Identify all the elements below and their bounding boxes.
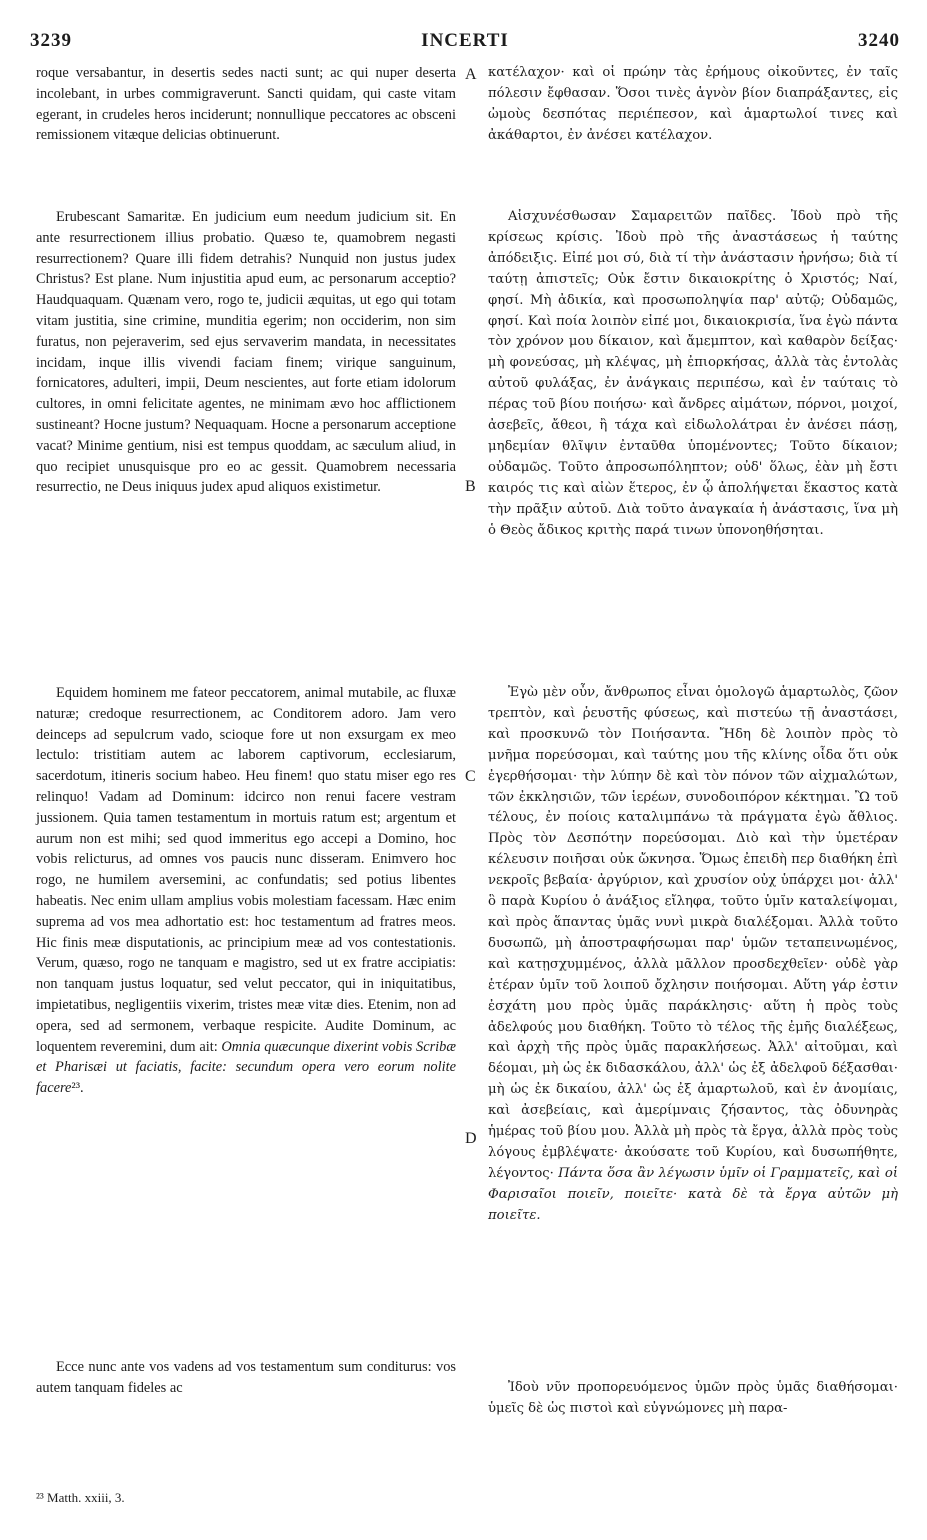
greek-paragraph-4-text: Ἰδοὺ νῦν προπορευόμενος ὑμῶν πρὸς ὑμᾶς διαθήσομαι· ὑμεῖς δὲ ὡς πιστοὶ καὶ εὐγνώμονες μὴ παρα- — [488, 1380, 898, 1416]
greek-paragraph-1 — [488, 63, 898, 147]
greek-paragraph-1-text: κατέλαχον· καὶ οἱ πρώην τὰς ἐρήμους οἰκοῦντες, ἐν ταῖς πόλεσιν ἔφθασαν. Ὅσοι τινὲς ἁγνὸν βίον διαπράξαντες, εἰς ὠμοὺς δεσπότας περιέπεσον, καὶ ἁμαρτωλοί τινες καὶ ἀκάθαρτοι, ἐν ἀνέσει κατέλαχον. — [488, 65, 898, 143]
latin-paragraph-4-text: Ecce nunc ante vos vadens ad vos testamentum sum conditurus: vos autem tanquam fideles ac — [36, 1359, 456, 1396]
latin-paragraph-1 — [36, 63, 456, 146]
latin-paragraph-3-body: Equidem hominem me fateor peccatorem, animal mutabile, ac fluxæ naturæ; credoque resurrectionem, ac Conditorem adoro. Jam vero deinceps ad sepulcrum vado, scioque fore ut non exsurgam ex meo lectulo: tristitiam autem ac laborem captivorum, ecclesiarum, sacerdotum, itineris socium habeo. Heu finem! quo statu miser ego res relinquo! Vadam ad Dominum: idcirco non renui facere vestram jussionem. Quia tamen testamentum in mortuis ratum est; argentum et aurum non est mihi; sed quod immeritus ego accepi a Domino, hoc vobis relicturus, ad omnes vos paucis nunc disseram. Enimvero hoc rogo, ne humilem aversemini, ac confundatis; sed potius libentes habeatis. Nec enim ullam amplius vobis molestiam facessam. Hæc enim suprema ad vos mea adhortatio est: hoc testamentum ad fratres meos. Hic finis meæ disputationis, ac principium meæ ad vos contestationis. Verum, quæso, rogo ne tanquam e magistro, sed ut ex fratre accipiatis: non tanquam justus loquatur, sed velut peccator, qui in iniquitatibus, impietatibus, negligentiis vixerim, tristes meæ vitæ dies. Etenim, non ad opera, sed ad sermonem, verbaque respicite. Audite Dominum, ac loquentem reveremini, dum ait: — [36, 685, 456, 1055]
latin-paragraph-2 — [36, 207, 456, 498]
margin-letter-c: C — [465, 768, 476, 785]
greek-paragraph-3-text — [488, 683, 898, 1227]
latin-paragraph-3 — [36, 683, 456, 1099]
running-title: INCERTI — [421, 30, 509, 51]
latin-paragraph-3-text — [36, 683, 456, 1099]
margin-letter-a: A — [465, 66, 477, 83]
greek-scripture-quote: Πάντα ὅσα ἂν λέγωσιν ὑμῖν οἱ Γραμματεῖς, καὶ οἱ Φαρισαῖοι ποιεῖν, ποιεῖτε· κατὰ δὲ τὰ ἔργα αὐτῶν μὴ ποιεῖτε. — [488, 1165, 898, 1223]
footnote: ²³ Matth. xxiii, 3. — [36, 1490, 125, 1505]
latin-paragraph-1-text: roque versabantur, in desertis sedes nacti sunt; ac qui nuper deserta incolebant, in urbes commigraverunt. Sancti quidam, qui caste vitam egerant, in crudeles heros inciderunt; nonnullique peccatores ac obsceni remissionem vitæque delicias obtinuerunt. — [36, 65, 456, 144]
greek-paragraph-4 — [488, 1378, 898, 1420]
latin-paragraph-2-text: Erubescant Samaritæ. En judicium eum needum judicium sit. En ante resurrectionem illius probatio. Quæso te, quamobrem negasti resurrectionem? Quare illi fidem detrahis? Nunquid non justus judex Christus? Est plane. Num injustitia apud eum, ac personarum acceptio? Haudquaquam. Quænam vero, rogo te, judicii æquitas, ut ego qui totam vitam justitia, sine crimine, munditia egerim; non occiderim, non sim furatus, non pejeraverim, sed ejus servaverim mandata, in necessitates incidam, inque illis vivendi faciam finem; virique sanguinum, fornicatores, adulteri, impii, Deum nescientes, aut forte etiam idolorum cultores, in omni felicitate agentes, ne minimam ævo hoc afflictionem sustineant? Hocne justum? Nequaquam. Hocne a personarum acceptione vacat? Minime gentium, nisi est tempus quoddam, ac sæculum aliud, in quo recipiet unusquisque pro eo ac gessit. Quamobrem necessaria resurrectio, ne Deus iniquus judex apud aliquos existimetur. — [36, 209, 456, 496]
latin-paragraph-4 — [36, 1357, 456, 1399]
right-column-number: 3240 — [858, 30, 900, 51]
greek-paragraph-3 — [488, 683, 898, 1227]
latin-scripture-quote: Omnia quæcunque dixerint vobis Scribæ et Pharisæi ut faciatis, facite: secundum opera vero eorum nolite facere — [36, 1038, 456, 1097]
greek-paragraph-3-body: Ἐγὼ μὲν οὖν, ἄνθρωπος εἶναι ὁμολογῶ ἁμαρτωλὸς, ζῶον τρεπτὸν, καὶ ῥευστῆς φύσεως, καὶ πιστεύω τῇ ἀναστάσει, καὶ προσκυνῶ τὸν Ποιήσαντα. Ἤδη δὲ λοιπὸν πρὸς τὸ μνῆμα πορεύσομαι, καὶ ταύτης μου τῆς κλίνης οἶδα ὅτι οὐκ ἐγερθήσομαι· τὴν λύπην δὲ καὶ τὸν πόνον τῶν αἰχμαλώτων, τῶν ἐκκλησιῶν, τῶν ἱερέων, συνοδοιπόρον κέκτημαι. Ὢ τοῦ τέλους, ἐν ποίοις καταλιμπάνω τὰ πράγματα ἐγὼ ἄθλιος. Πρὸς τὸν Δεσπότην πορεύσομαι. Διὸ καὶ τὴν ὑμετέραν κέλευσιν ποιῆσαι οὐκ ὤκνησα. Ὅμως ἐπειδὴ περ διαθήκη ἐπὶ νεκροῖς βεβαία· ἀργύριον, καὶ χρυσίον οὐχ ὑπάρχει μοι· ἀλλ' ὃ παρὰ Κυρίου ὁ ἀνάξιος εἴληφα, τοῦτο ὑμῖν καταλείψομαι, καὶ πρὸς ἅπαντας ὑμᾶς νυνὶ μικρὰ διαλέξομαι. Ἀλλὰ τοῦτο δυσωπῶ, μὴ ἀποστραφήσωμαι παρ' ὑμῶν τεταπεινωμένος, καὶ κατῃσχυμμένος, ἀλλὰ μᾶλλον προσδεχθεῖεν· οὐδὲ γὰρ ἑτέραν ὑμῖν τοῦ λοιποῦ ὄχλησιν ποιήσομαι. Αὕτη γάρ ἐστιν ἐσχάτη μου πρὸς ὑμᾶς παράκλησις· αὕτη ἡ πρὸς τοὺς ἀδελφούς μου διαθήκη. Τοῦτο τὸ τέλος τῆς ἐμῆς διαλέξεως, καὶ ἀρχὴ τῆς πρὸς ὑμᾶς παρακλήσεως. Ἀλλ' αἰτοῦμαι, καὶ δέομαι, μὴ ὡς ἐκ διδασκάλου, ἀλλ' ὡς ἐξ ἀδελφοῦ δέξασθαι· μὴ ὡς ἐκ δικαίου, ἀλλ' ὡς ἐξ ἁμαρτωλοῦ, καὶ ἐν ἀνομίαις, καὶ ἀσεβείαις, καὶ ἀμερίμναις ζήσαντος, τὰς ὀδυνηρὰς ἡμέρας τοῦ βίου μου. Ἀλλὰ μὴ πρὸς τὰ ἔργα, ἀλλὰ πρὸς τοὺς λόγους ἐμβλέψατε· ἀκούσατε τοῦ Κυρίου, καὶ δυσωπήθητε, λέγοντος· — [488, 685, 898, 1181]
margin-letter-d: D — [465, 1130, 477, 1147]
greek-paragraph-2-text: Αἰσχυνέσθωσαν Σαμαρειτῶν παῖδες. Ἰδοὺ πρὸ τῆς κρίσεως κρίσις. Ἰδοὺ πρὸ τῆς ἀναστάσεως ἡ ταύτης ἀπόδειξις. Εἰπέ μοι σύ, διὰ τί τὴν ἀνάστασιν ἠρνήσω; διὰ τί ταύτῃ ἀπιστεῖς; Οὐκ ἔστιν δικαιοκρίτης ὁ Χριστός; Ναί, φησί. Μὴ ἀδικία, καὶ προσωποληψία παρ' αὐτῷ; Οὐδαμῶς, φησί. Καὶ ποία λοιπὸν εἰπέ μοι, δικαιοκρισία, ἵνα ἐγὼ πάντα τὸν χρόνον μου δίκαιον, καὶ ἄμεμπτον, καὶ καθαρὸν δείξας· μὴ φονεύσας, μὴ κλέψας, μὴ ἐπιορκήσας, ἀλλὰ τὰς ἐντολὰς αὐτοῦ φυλάξας, ἐν ἀνάγκαις περιπέσω, καὶ ἐν ταύταις τὸ πέρας τοῦ βίου ποιήσω· καὶ ἄνδρες αἱμάτων, πόρνοι, μοιχοί, ἀσεβεῖς, ἄθεοι, ἢ τάχα καὶ εἰδωλολάτραι ἐν ἀνέσει πάσῃ, μηδεμίαν θλῖψιν ἐνταῦθα ὑπομένοντες; Τοῦτο δίκαιον; οὐδαμῶς. Τοῦτο ἀπροσωπόληπτον; οὐδ' ὅλως, ἐὰν μὴ ἔστι καιρός τις καὶ αἰὼν ἕτερος, ἐν ᾧ ἀπολήψεται ἕκαστος κατὰ τὴν πρᾶξιν αὐτοῦ. Διὰ τοῦτο ἀναγκαία ἡ ἀνάστασις, ἵνα μὴ ὁ Θεὸς ἄδικος κριτὴς παρά τινων ὑπονοηθήσηται. — [488, 209, 898, 538]
latin-footnote-ref: ²³. — [71, 1080, 84, 1097]
greek-paragraph-2 — [488, 207, 898, 542]
left-column-number: 3239 — [30, 30, 72, 51]
margin-letter-b: B — [465, 478, 476, 495]
page-header — [30, 30, 900, 58]
